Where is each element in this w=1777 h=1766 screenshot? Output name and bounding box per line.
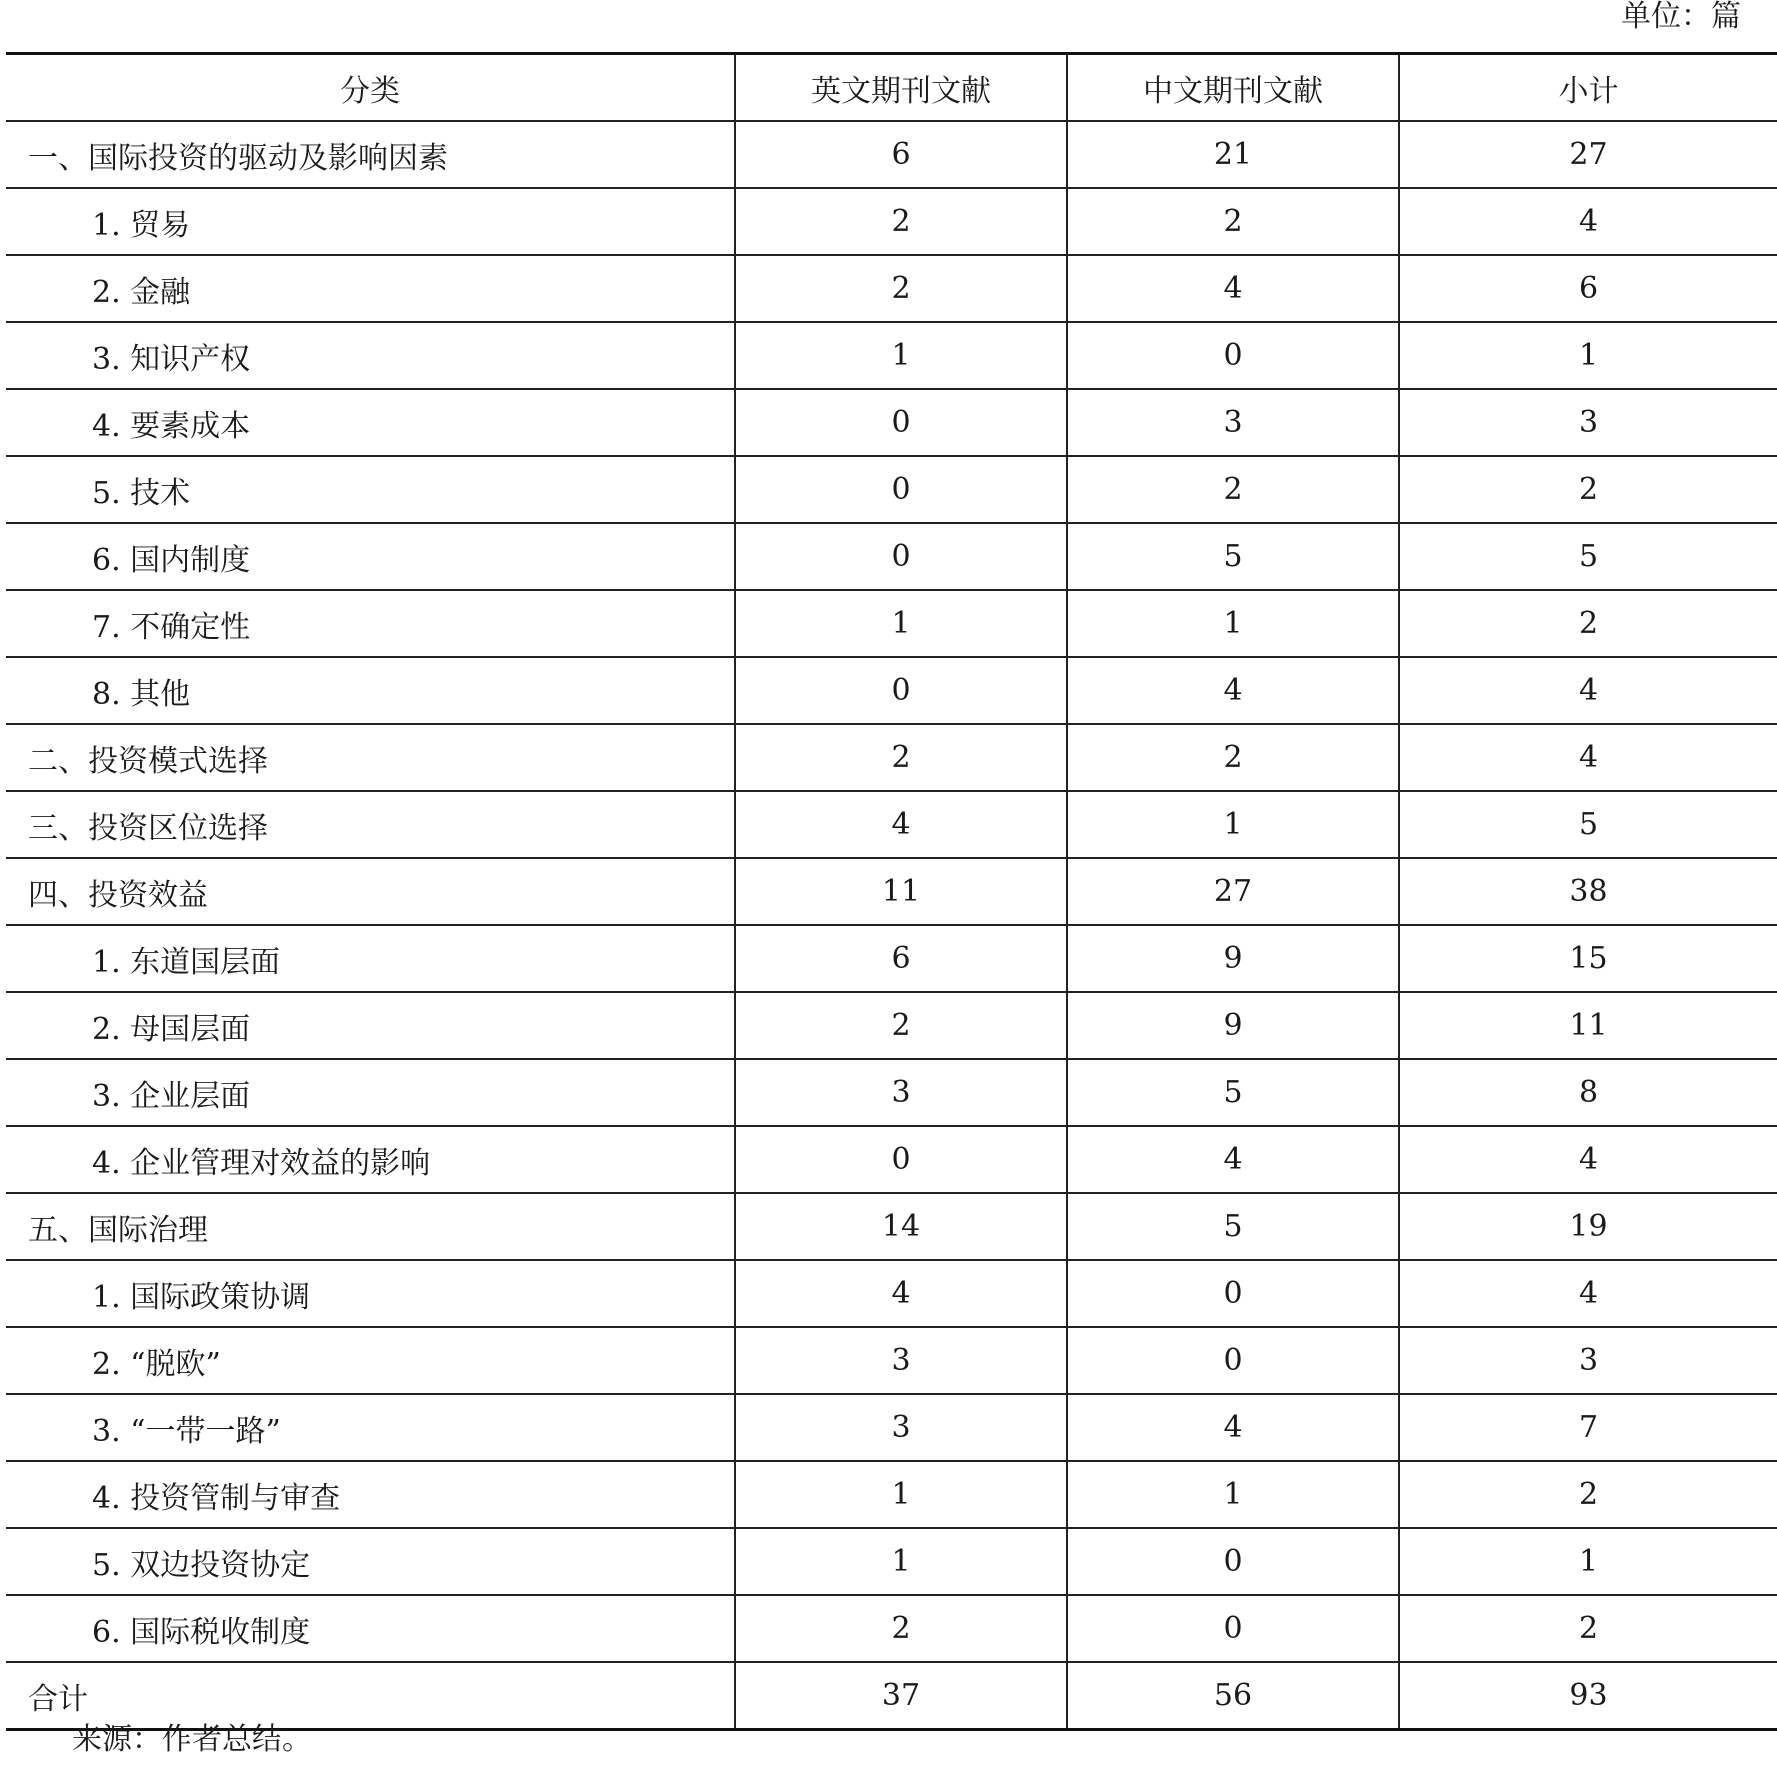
row-category-cell: 3. 企业层面: [6, 1059, 735, 1126]
row-category-cell: 8. 其他: [6, 657, 735, 724]
row-subtotal-cell: 15: [1399, 925, 1777, 992]
row-english-cell: 6: [735, 121, 1067, 188]
table-body: [6, 121, 1777, 1730]
row-category-cell: 五、国际治理: [6, 1193, 735, 1260]
row-english-cell: 2: [735, 1595, 1067, 1662]
row-subtotal-cell: 1: [1399, 1528, 1777, 1595]
row-category-cell: 3. “一带一路”: [6, 1394, 735, 1461]
row-subtotal-cell: 2: [1399, 1595, 1777, 1662]
row-english-cell: 14: [735, 1193, 1067, 1260]
table-row: [6, 724, 1777, 791]
row-subtotal-cell: 4: [1399, 188, 1777, 255]
row-chinese-cell: 4: [1067, 1394, 1399, 1461]
table-subrow: [6, 925, 1777, 992]
header-category: 分类: [340, 73, 400, 109]
row-category-cell: 二、投资模式选择: [6, 724, 735, 791]
table-subrow: [6, 255, 1777, 322]
row-subtotal-cell: 4: [1399, 1260, 1777, 1327]
table-subrow: [6, 1461, 1777, 1528]
row-chinese-cell: 5: [1067, 1193, 1399, 1260]
row-category-cell: 5. 双边投资协定: [6, 1528, 735, 1595]
table-subrow: [6, 456, 1777, 523]
row-category-cell: 5. 技术: [6, 456, 735, 523]
row-subtotal-cell: 3: [1399, 389, 1777, 456]
row-subtotal-cell: 27: [1399, 121, 1777, 188]
row-category-cell: 7. 不确定性: [6, 590, 735, 657]
row-subtotal-cell: 3: [1399, 1327, 1777, 1394]
table-subrow: [6, 1126, 1777, 1193]
header-subtotal: 小计: [1399, 54, 1777, 122]
row-chinese-cell: 2: [1067, 724, 1399, 791]
table-subrow: [6, 1528, 1777, 1595]
table-subrow: [6, 657, 1777, 724]
row-english-cell: 4: [735, 791, 1067, 858]
row-chinese-cell: 0: [1067, 322, 1399, 389]
row-category-cell: 一、国际投资的驱动及影响因素: [6, 121, 735, 188]
row-category-cell: 1. 国际政策协调: [6, 1260, 735, 1327]
row-english-cell: 0: [735, 523, 1067, 590]
row-subtotal-cell: 5: [1399, 523, 1777, 590]
table-subrow: [6, 1260, 1777, 1327]
table-row: [6, 121, 1777, 188]
row-english-cell: 37: [735, 1662, 1067, 1730]
row-chinese-cell: 9: [1067, 925, 1399, 992]
table-subrow: [6, 1059, 1777, 1126]
unit-note: 单位：篇: [1621, 0, 1741, 34]
header-chinese: 中文期刊文献: [1067, 54, 1399, 122]
row-category-cell: 3. 知识产权: [6, 322, 735, 389]
row-english-cell: 1: [735, 1528, 1067, 1595]
row-english-cell: 11: [735, 858, 1067, 925]
table-subrow: [6, 188, 1777, 255]
header-english: 英文期刊文献: [735, 54, 1067, 122]
row-subtotal-cell: 2: [1399, 1461, 1777, 1528]
row-subtotal-cell: 93: [1399, 1662, 1777, 1730]
row-subtotal-cell: 19: [1399, 1193, 1777, 1260]
row-category-cell: 1. 贸易: [6, 188, 735, 255]
table-subrow: [6, 590, 1777, 657]
row-chinese-cell: 1: [1067, 1461, 1399, 1528]
row-english-cell: 3: [735, 1394, 1067, 1461]
row-english-cell: 1: [735, 590, 1067, 657]
row-chinese-cell: 3: [1067, 389, 1399, 456]
row-english-cell: 2: [735, 724, 1067, 791]
row-category-cell: 2. “脱欧”: [6, 1327, 735, 1394]
row-subtotal-cell: 5: [1399, 791, 1777, 858]
row-category-cell: 6. 国内制度: [6, 523, 735, 590]
row-chinese-cell: 0: [1067, 1260, 1399, 1327]
row-chinese-cell: 4: [1067, 1126, 1399, 1193]
table-subrow: [6, 992, 1777, 1059]
row-category-cell: 2. 金融: [6, 255, 735, 322]
row-category-cell: 2. 母国层面: [6, 992, 735, 1059]
table-row: [6, 858, 1777, 925]
row-chinese-cell: 0: [1067, 1327, 1399, 1394]
row-category-cell: 6. 国际税收制度: [6, 1595, 735, 1662]
literature-table: [6, 52, 1777, 1731]
row-chinese-cell: 4: [1067, 255, 1399, 322]
row-subtotal-cell: 6: [1399, 255, 1777, 322]
row-english-cell: 0: [735, 657, 1067, 724]
row-chinese-cell: 5: [1067, 1059, 1399, 1126]
row-subtotal-cell: 1: [1399, 322, 1777, 389]
row-chinese-cell: 0: [1067, 1595, 1399, 1662]
row-english-cell: 0: [735, 1126, 1067, 1193]
row-english-cell: 2: [735, 992, 1067, 1059]
table-subrow: [6, 322, 1777, 389]
row-english-cell: 4: [735, 1260, 1067, 1327]
row-subtotal-cell: 4: [1399, 724, 1777, 791]
table-subrow: [6, 523, 1777, 590]
row-chinese-cell: 1: [1067, 791, 1399, 858]
row-subtotal-cell: 4: [1399, 1126, 1777, 1193]
row-english-cell: 0: [735, 389, 1067, 456]
table-row: [6, 1193, 1777, 1260]
table-subrow: [6, 1327, 1777, 1394]
row-category-cell: 四、投资效益: [6, 858, 735, 925]
row-chinese-cell: 2: [1067, 188, 1399, 255]
table-subrow: [6, 389, 1777, 456]
row-english-cell: 3: [735, 1327, 1067, 1394]
row-category-cell: 4. 要素成本: [6, 389, 735, 456]
row-category-cell: 4. 投资管制与审查: [6, 1461, 735, 1528]
row-category-cell: 1. 东道国层面: [6, 925, 735, 992]
row-subtotal-cell: 11: [1399, 992, 1777, 1059]
row-category-cell: 4. 企业管理对效益的影响: [6, 1126, 735, 1193]
row-chinese-cell: 56: [1067, 1662, 1399, 1730]
row-english-cell: 3: [735, 1059, 1067, 1126]
row-chinese-cell: 0: [1067, 1528, 1399, 1595]
row-subtotal-cell: 7: [1399, 1394, 1777, 1461]
row-chinese-cell: 21: [1067, 121, 1399, 188]
row-english-cell: 1: [735, 1461, 1067, 1528]
row-chinese-cell: 9: [1067, 992, 1399, 1059]
row-chinese-cell: 2: [1067, 456, 1399, 523]
row-english-cell: 2: [735, 188, 1067, 255]
row-subtotal-cell: 2: [1399, 590, 1777, 657]
source-note: 来源：作者总结。: [72, 1722, 312, 1757]
row-subtotal-cell: 8: [1399, 1059, 1777, 1126]
row-english-cell: 6: [735, 925, 1067, 992]
table-header-row: [6, 54, 1777, 122]
row-category-cell: 合计: [6, 1662, 735, 1730]
row-category-cell: 三、投资区位选择: [6, 791, 735, 858]
row-english-cell: 0: [735, 456, 1067, 523]
table-subrow: [6, 1394, 1777, 1461]
row-subtotal-cell: 2: [1399, 456, 1777, 523]
row-english-cell: 2: [735, 255, 1067, 322]
row-chinese-cell: 4: [1067, 657, 1399, 724]
row-chinese-cell: 27: [1067, 858, 1399, 925]
row-english-cell: 1: [735, 322, 1067, 389]
table-row: [6, 791, 1777, 858]
row-subtotal-cell: 38: [1399, 858, 1777, 925]
row-chinese-cell: 1: [1067, 590, 1399, 657]
table-subrow: [6, 1595, 1777, 1662]
row-chinese-cell: 5: [1067, 523, 1399, 590]
row-subtotal-cell: 4: [1399, 657, 1777, 724]
